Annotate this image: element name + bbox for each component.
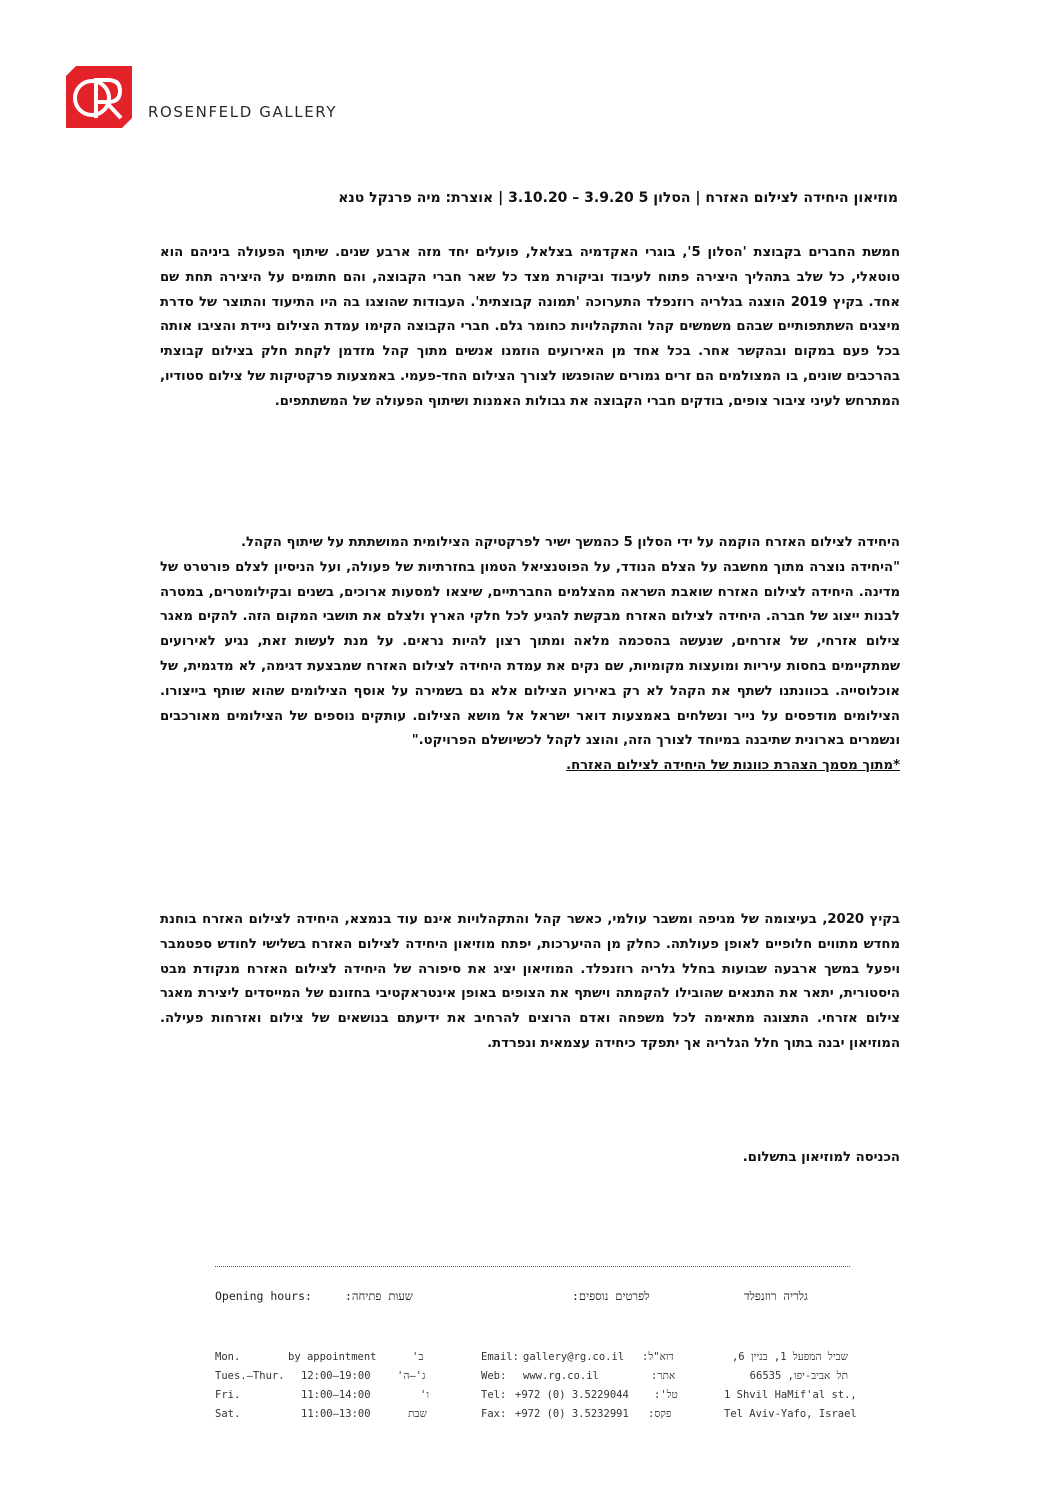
hours-day-en: Mon.: [215, 1351, 241, 1363]
hours-time: 11:00–13:00: [301, 1408, 371, 1420]
address-line: תל אביב-יפו, 66535: [749, 1370, 848, 1382]
website-link[interactable]: www.rg.co.il: [523, 1370, 599, 1382]
phone-number[interactable]: +972 (0) 3.5229044: [515, 1389, 629, 1401]
email-link[interactable]: gallery@rg.co.il: [523, 1351, 625, 1363]
paragraph-text: היחידה לצילום האזרח הוקמה על ידי הסלון 5 כהמשך ישיר לפרקטיקה הצילומית המושתתת על שיתוף הקהל.: [241, 535, 900, 550]
opening-hours-label-he: שעות פתיחה:: [345, 1289, 413, 1303]
paragraph-intro: [160, 241, 900, 415]
paragraph-unit: [160, 531, 900, 779]
contact-label-he: פקס:: [648, 1408, 672, 1420]
paragraph-museum: [160, 908, 900, 1057]
contact-label-en: Tel:: [481, 1389, 507, 1401]
paragraph-text: בקיץ 2020, בעיצומה של מגיפה ומשבר עולמי, כאשר קהל והתקהלויות אינם עוד בנמצא, היחידה לצילום האזרח בוחנת מחדש מתווים חלופיים לאופן פעולתה. כחלק מן ההיערכות, יפתח מוזיאון היחידה לצילום האזרח בשלישי לחודש ספטמבר ויפעל במשך ארבעה שבועות בחלל גלריה רוזנפלד. המוזיאון יציג את סיפורה של היחידה לצילום האזרח מנקודת מבט היסטורית, יתאר את התנאים שהובילו להקמתה וישתף את הצופים באופן אינטראקטיבי בחזונם של המייסדים ליצירת מאגר צילום אזרחי. התצוגה מתאימה לכל משפחה ואדם הרוצים להרחיב את ידיעתם בנושאים של צילום ואזרחות פעילה. המוזיאון יבנה בתוך חלל הגלריה אך יתפקד כיחידה עצמאית ונפרדת.: [160, 912, 900, 1051]
contact-label-en: Email:: [481, 1351, 519, 1363]
contact-label-he: טל':: [654, 1389, 678, 1401]
contact-label-en: Web:: [481, 1370, 507, 1382]
contact-label-he: אתר:: [651, 1370, 676, 1382]
rg-logo: [66, 66, 132, 128]
contact-label-en: Fax:: [481, 1408, 507, 1420]
page-title: מוזיאון היחידה לצילום האזרח | הסלון 5 3.9.20 – 3.10.20 | אוצרת: מיה פרנקל טנא: [338, 190, 898, 206]
address-line: 1 Shvil HaMif'al st.,: [724, 1389, 857, 1401]
hours-time: by appointment: [288, 1351, 377, 1363]
paragraph-entry: [160, 1146, 900, 1171]
quote-text: "היחידה נוצרה מתוך מחשבה על הצלם הנודד, על הפוטנציאל הטמון בחזרתיות של פעולה, ועל הניסיון לצלם פורטרט של מדינה. היחידה לצילום האזרח שואבת השראה מהצלמים החברתיים, שיצאו למסעות ארוכים, בשנים ובקילומטרים, במטרה לבנות ייצוג של חברה. היחידה לצילום האזרח מבקשת להגיע לכל חלקי הארץ ולצלם את תושבי המקום הזה. להקים מאגר צילום אזרחי, של אזרחים, שנעשה בהסכמה מלאה ומתוך רצון להיות נראים. על מנת לעשות זאת, נגיע לאירועים שמתקיימים בחסות עיריות ומועצות מקומיות, שם נקים את עמדת היחידה לצילום האזרח שמבצעת דגימה, לא מדגמית, של אוכלוסייה. בכוונתנו לשתף את הקהל לא רק באירוע הצילום אלא גם בשמירה על אוסף הצילומים שהוא שותף בייצורו. הצילומים מודפסים על נייר ונשלחים באמצעות דואר ישראל אל מושא הצילום. עותקים נוספים של הצילומים מאורכבים ונשמרים בארונית שתיבנה במיוחד לצורך הזה, והוצג לקהל לכשיושלם הפרויקט.": [160, 559, 900, 749]
contact-label-he: דוא"ל:: [642, 1351, 674, 1363]
gallery-name-he: גלריה רוזנפלד: [744, 1289, 808, 1303]
fax-number: +972 (0) 3.5232991: [515, 1408, 629, 1420]
hours-day-he: ו': [420, 1389, 430, 1401]
hours-day-en: Sat.: [215, 1408, 241, 1420]
hours-day-he: ב': [412, 1351, 424, 1363]
hours-time: 12:00–19:00: [301, 1370, 371, 1382]
paragraph-text: הכניסה למוזיאון בתשלום.: [742, 1150, 900, 1165]
hours-day-en: Fri.: [215, 1389, 241, 1401]
brand-name: ROSENFELD GALLERY: [148, 103, 338, 121]
quote-source: *מתוך מסמך הצהרת כוונות של היחידה לצילום האזרח.: [566, 758, 900, 774]
hours-day-en: Tues.–Thur.: [215, 1370, 285, 1382]
address-line: שביל המפעל 1, בניין 6,: [731, 1351, 848, 1363]
paragraph-text: חמשת החברים בקבוצת 'הסלון 5', בוגרי האקדמיה בצלאל, פועלים יחד מזה ארבע שנים. שיתוף הפעולה ביניהם הוא טוטאלי, כל שלב בתהליך היצירה פתוח לעיבוד וביקורת מצד כל שאר חברי הקבוצה, והם חתומים על היצירה תחת שם אחד. בקיץ 2019 הוצגה בגלריה רוזנפלד התערוכה 'תמונה קבוצתית'. העבודות שהוצגו בה היו התיעוד והתוצר של סדרת מיצגים השתתפותיים שבהם משמשים קהל והתקהלויות כחומר גלם. חברי הקבוצה הקימו עמדת הצילום ניידת והציבו אותה בכל פעם במקום ובהקשר אחר. בכל אחד מן האירועים הוזמנו אנשים מתוך קהל מזדמן לקחת חלק בצילום קבוצתי בהרכבים שונים, בו המצולמים הם זרים גמורים שהופגשו לצורך הצילום החד-פעמי. באמצעות פרקטיקות של צילום סטודיו, המתרחש לעיני ציבור צופים, בודקים חברי הקבוצה את גבולות האמנות ושיתוף הפעולה של המשתתפים.: [160, 245, 900, 409]
hours-day-he: שבת: [408, 1408, 427, 1420]
opening-hours-label-en: Opening hours:: [215, 1289, 312, 1303]
address-line: Tel Aviv-Yafo, Israel: [724, 1408, 857, 1420]
footer-divider: [215, 1266, 850, 1267]
hours-time: 11:00–14:00: [301, 1389, 371, 1401]
hours-day-he: ג'–ה': [397, 1370, 426, 1382]
more-details-label: לפרטים נוספים:: [572, 1289, 650, 1303]
